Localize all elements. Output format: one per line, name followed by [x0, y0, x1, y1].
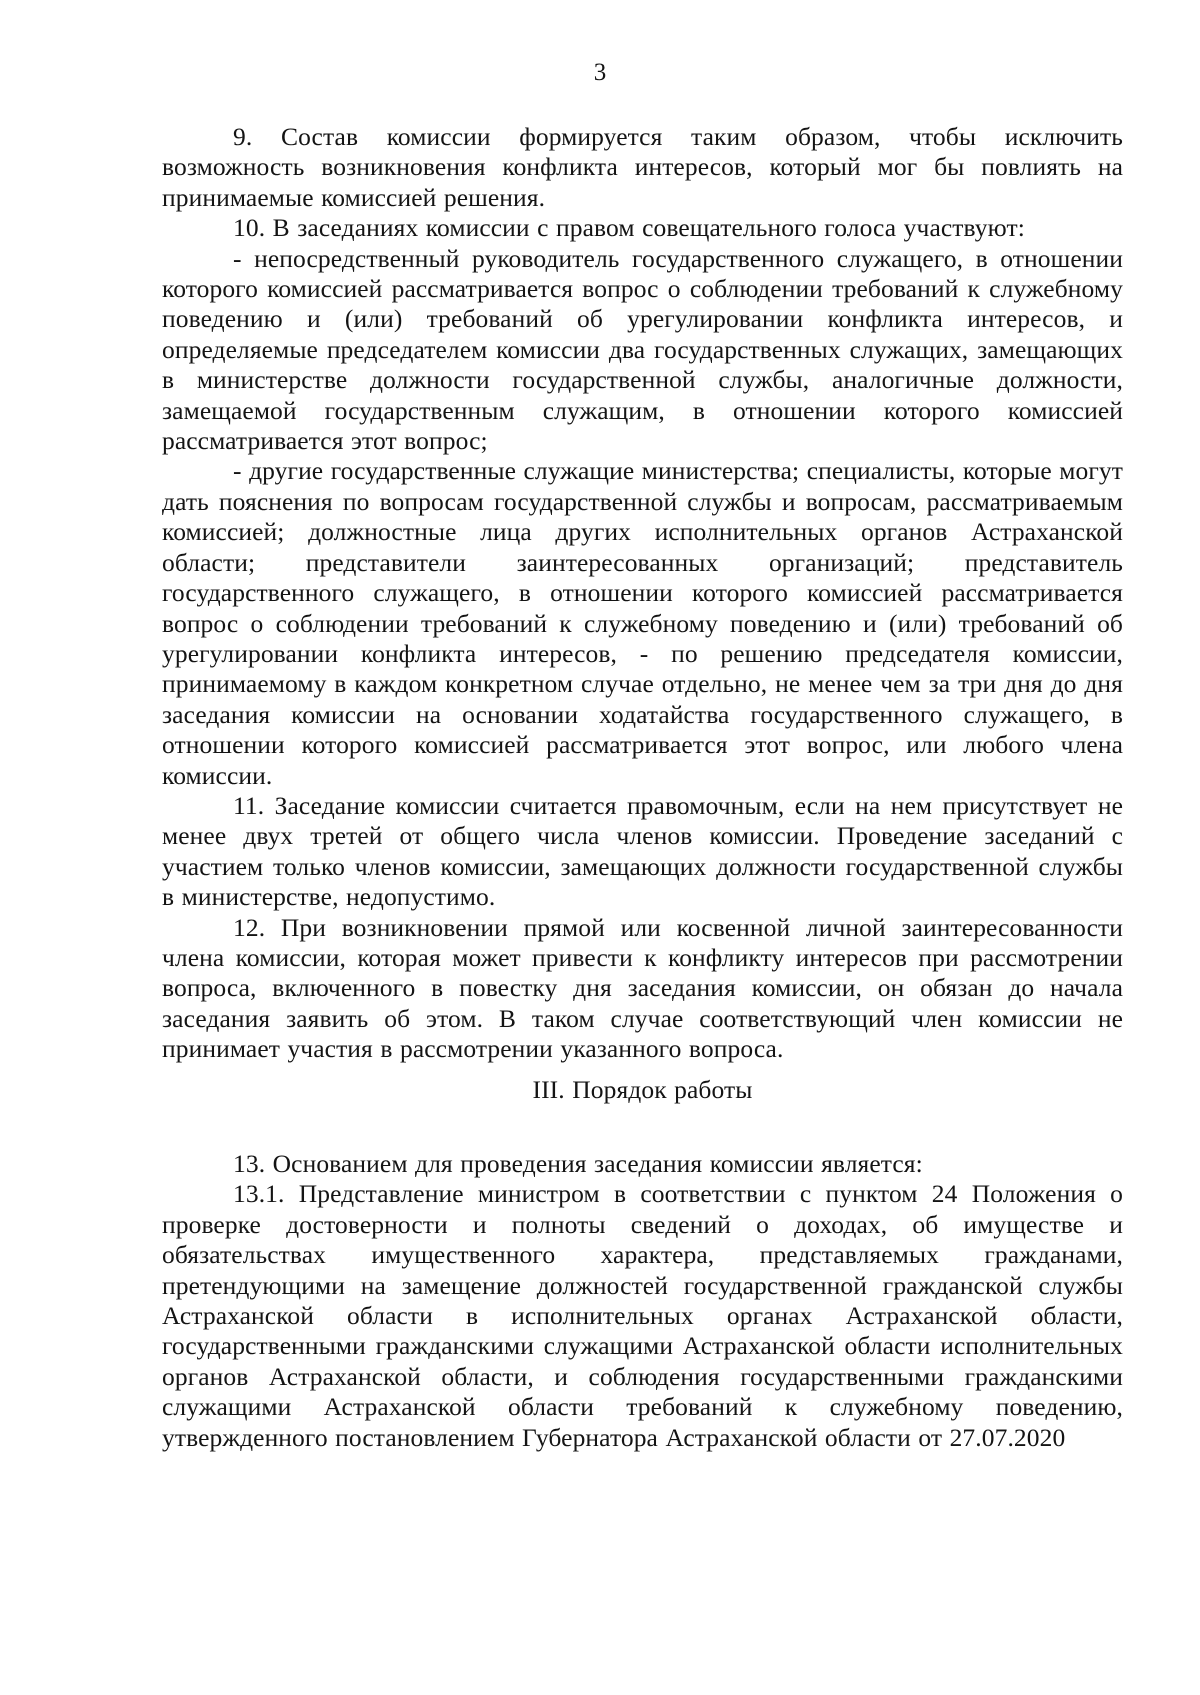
paragraph-10: 10. В заседаниях комиссии с правом совещательного голоса участвуют: [233, 213, 1025, 243]
section-title: III. Порядок работы [532, 1074, 753, 1104]
paragraph-9: 9. Состав комиссии формируется таким образом, чтобы исключить возможность возникновения конфликта интересов, который мог бы повлиять на принимаемые комиссией решения. [162, 122, 1123, 212]
paragraph-11: 11. Заседание комиссии считается правомочным, если на нем присутствует не менее двух третей от общего числа членов комиссии. Проведение заседаний с участием только членов комиссии, замещающих должности государственной службы в министерстве, недопустимо. [162, 790, 1123, 912]
paragraph-13-1: 13.1. Представление министром в соответствии с пунктом 24 Положения о проверке достоверности и полноты сведений о доходах, об имуществе и обязательствах имущественного характера, представляемых гражданами, претендующими на замещение должностей государственной гражданской службы Астраханской области в исполнительных органах Астраханской области, государственными гражданскими служащими Астраханской области исполнительных органов Астраханской области, и соблюдения государственными гражданскими служащими Астраханской области требований к служебному поведению, утвержденного постановлением Губернатора Астраханской области от 27.07.2020 [162, 1179, 1123, 1452]
paragraph-10-item-1: - непосредственный руководитель государственного служащего, в отношении которого комиссией рассматривается вопрос о соблюдении требований к служебному поведению и (или) требований об урегулировании конфликта интересов, и определяемые председателем комиссии два государственных служащих, замещающих в министерстве должности государственной службы, аналогичные должности, замещаемой государственным служащим, в отношении которого комиссией рассматривается этот вопрос; [162, 243, 1123, 456]
page-number: 3 [593, 59, 607, 86]
document-body [162, 122, 1123, 1453]
paragraph-12: 12. При возникновении прямой или косвенной личной заинтересованности члена комиссии, которая может привести к конфликту интересов при рассмотрении вопроса, включенного в повестку дня заседания комиссии, он обязан до начала заседания заявить об этом. В таком случае соответствующий член комиссии не принимает участия в рассмотрении указанного вопроса. [162, 912, 1123, 1064]
paragraph-13: 13. Основанием для проведения заседания комиссии является: [233, 1149, 923, 1178]
paragraph-10-item-2: - другие государственные служащие министерства; специалисты, которые могут дать пояснения по вопросам государственной службы и вопросам, рассматриваемым комиссией; должностные лица других исполнительных органов Астраханской области; представители заинтересованных организаций; представитель государственного служащего, в отношении которого комиссией рассматривается вопрос о соблюдении требований к служебному поведению и (или) требований об урегулировании конфликта интересов, - по решению председателя комиссии, принимаемому в каждом конкретном случае отдельно, не менее чем за три дня до дня заседания комиссии на основании ходатайства государственного служащего, в отношении которого комиссией рассматривается этот вопрос, или любого члена комиссии. [162, 456, 1124, 790]
